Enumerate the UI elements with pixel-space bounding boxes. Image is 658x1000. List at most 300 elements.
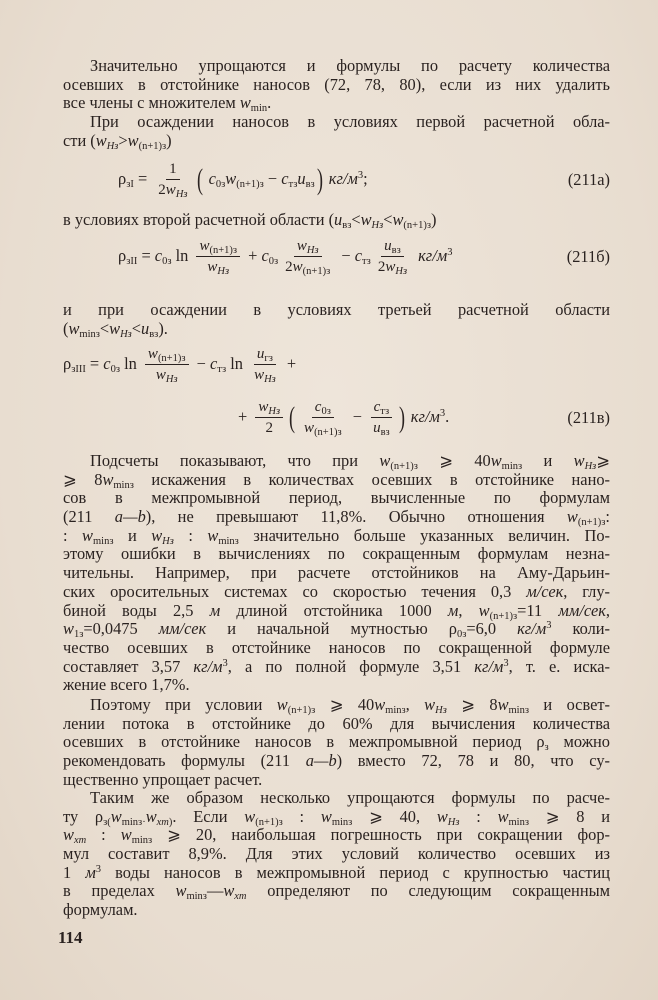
text-run: (n+1)з — [302, 266, 331, 277]
fraction — [155, 161, 190, 199]
text-run: w — [239, 93, 251, 113]
text-run: Hз — [584, 461, 597, 472]
text-run: зIII — [71, 363, 86, 375]
text-run: a—b — [305, 751, 337, 771]
numerator — [166, 161, 180, 180]
paragraph-second-region — [63, 211, 610, 230]
text-run: зII — [126, 255, 138, 267]
text-run: c — [103, 353, 111, 373]
text-run: Hз — [264, 374, 276, 385]
text-line — [63, 620, 610, 639]
text-run: ), не превышают 11,8%. Обычно отношения — [145, 507, 567, 527]
text-run: можно — [548, 732, 610, 752]
text-run: лении потока в отстойнике до 60% для вычисления количества — [63, 713, 610, 733]
text-run: > — [118, 130, 128, 150]
text-run: мм/сек — [558, 600, 606, 620]
denominator — [153, 365, 181, 384]
text-run: коли- — [551, 619, 610, 639]
text-run: кг/м — [193, 656, 223, 676]
text-run: тз — [217, 363, 227, 375]
text-run: мул составит 8,9%. Для этих условий количество осевших из — [63, 844, 610, 864]
text-run: : — [282, 806, 321, 826]
text-run: м — [85, 862, 96, 882]
text-run: Hз — [395, 266, 408, 277]
text-run: ту ρ — [63, 806, 104, 826]
numerator — [196, 238, 240, 257]
denominator — [375, 257, 410, 276]
fraction — [251, 346, 279, 384]
text-run: 1 — [169, 161, 177, 177]
text-run: гз — [264, 353, 273, 364]
text-run: min — [250, 103, 268, 115]
text-run: ских оросительных системах со скоростью течения 0,3 — [63, 581, 527, 601]
text-run: — — [206, 881, 224, 901]
text-run: (n+1)з — [489, 610, 518, 622]
text-run: w — [490, 451, 502, 470]
numerator — [254, 346, 276, 365]
text-run: 2 — [377, 259, 386, 275]
text-run: ) — [166, 130, 172, 150]
text-run: 2 — [285, 259, 293, 275]
text-run: кг/м — [406, 406, 440, 426]
text-run: 2 — [265, 420, 273, 436]
text-run: кг/м — [414, 245, 448, 265]
paragraph-similarly — [63, 789, 610, 920]
text-run: w — [436, 806, 448, 826]
text-run: ). — [158, 318, 168, 338]
text-run: щественно упрощает расчет. — [63, 769, 263, 789]
text-run: w — [392, 210, 404, 229]
text-line — [63, 545, 610, 564]
text-run: ; — [363, 168, 368, 188]
text-run: . — [267, 93, 272, 113]
text-run: , — [605, 600, 611, 620]
text-run: w — [320, 806, 332, 826]
text-run: рекомендовать формулы (211 — [63, 751, 306, 771]
formula-body — [63, 238, 610, 276]
text-run: < — [383, 210, 393, 229]
denominator — [370, 418, 393, 437]
text-run: , — [458, 600, 479, 620]
text-line — [63, 752, 610, 771]
text-run: a—b — [114, 507, 146, 527]
text-run: minз — [121, 816, 143, 828]
text-run: ) — [430, 210, 437, 229]
text-run: тз — [380, 406, 390, 417]
denominator — [282, 257, 333, 276]
formula-211v-line1 — [63, 340, 610, 390]
text-run: м — [447, 600, 459, 620]
text-line — [63, 676, 610, 695]
text-run: (n+1)з — [209, 245, 238, 256]
numerator — [312, 399, 334, 418]
text-run: чество осевших в отстойнике наносов по сокращенной формуле — [63, 637, 610, 657]
text-run: значительно больше указанных величин. По- — [238, 525, 611, 545]
text-run: u — [384, 238, 392, 254]
text-run: з( — [103, 816, 111, 828]
text-run: : — [63, 525, 83, 545]
text-run: Поэтому при условии — [90, 695, 277, 714]
text-run: w — [82, 525, 93, 545]
text-run: xm — [73, 835, 87, 847]
text-run: , т. е. иска- — [508, 656, 610, 676]
text-run: w — [155, 367, 166, 383]
text-run: minз — [218, 535, 239, 547]
text-line — [63, 320, 610, 339]
text-line — [63, 76, 610, 95]
text-run: 3 — [439, 407, 446, 419]
text-run: w — [379, 451, 391, 470]
text-run: w — [276, 695, 288, 714]
text-run: При осаждении наносов в условиях первой расчетной обла- — [90, 112, 610, 132]
numerator — [294, 238, 322, 257]
text-run: minз — [92, 535, 114, 547]
text-line — [63, 527, 610, 546]
text-run: ln — [119, 353, 141, 373]
text-line — [63, 715, 610, 734]
text-run: w — [497, 806, 509, 826]
text-run: ⩾ — [596, 451, 610, 470]
text-run: Hз — [106, 140, 119, 152]
text-line — [63, 658, 610, 677]
text-run: ⩾ 20, наибольшая погрешность при сокращении фор- — [152, 825, 611, 845]
page-number: 114 — [58, 928, 83, 947]
text-run: тз — [288, 178, 298, 190]
text-run: Подсчеты показывают, что при — [90, 451, 380, 470]
text-run: и освет- — [528, 695, 611, 714]
text-line — [63, 789, 610, 808]
text-run: c — [261, 245, 269, 265]
text-line — [63, 864, 610, 883]
text-run: (n+1)з — [403, 220, 431, 231]
text-run: minз — [508, 816, 529, 828]
text-run: minз — [385, 705, 406, 716]
text-run: c — [281, 168, 289, 188]
text-run: (n+1)з — [390, 461, 418, 472]
text-run: w — [120, 825, 132, 845]
text-run: w — [63, 825, 74, 845]
text-run: ⩾ 8 и — [529, 806, 611, 826]
text-run: воды наносов в межпромывной период с крупностью частиц — [101, 862, 610, 882]
text-run: в условиях второй расчетной области ( — [63, 210, 335, 229]
text-run: 3 — [222, 657, 228, 669]
text-run: этому ошибки в вычислениях по сокращенным формулам незна- — [63, 544, 610, 564]
text-run: длиной отстойника 1000 — [220, 600, 448, 620]
text-line — [63, 94, 610, 113]
text-run: minз — [186, 891, 207, 903]
text-line — [63, 901, 610, 920]
text-run: c — [209, 353, 218, 373]
text-run: − — [348, 406, 367, 426]
text-run: =6,0 — [466, 619, 518, 639]
text-run: ρ — [63, 353, 72, 373]
formula-body: + $\frac{w_{Hз}}{2}$ ( $\frac{c_{0з}}{w_{(n+1)з}}$ − $\frac{c_{тз}}{u_{вз}}$ ) $кг/м^3$. — [238, 399, 450, 438]
text-line — [63, 602, 610, 621]
text-run: и — [522, 451, 574, 470]
text-run: Hз — [371, 220, 384, 231]
text-line — [63, 471, 610, 490]
text-run: xm — [234, 891, 247, 903]
fraction — [196, 238, 240, 276]
text-run: < — [99, 318, 110, 338]
text-run: 3 — [447, 246, 453, 258]
text-run: 0з — [321, 406, 331, 417]
text-line — [63, 639, 610, 658]
text-run: осевших в отстойнике наносов (72, 78, 80), если из них удалить — [63, 74, 610, 94]
paragraph-calculations — [63, 452, 610, 695]
fraction — [301, 399, 345, 437]
fraction — [255, 399, 283, 437]
text-run: (n+1)з — [157, 353, 186, 364]
text-run: 0з — [162, 255, 172, 267]
text-run: , а по полной формуле 3,51 — [227, 656, 475, 676]
text-run: вз — [305, 178, 315, 190]
text-run: Значительно упрощаются и формулы по расчету количества — [90, 56, 610, 75]
text-run: биной воды 2,5 — [63, 600, 210, 620]
text-run: (n+1)з — [255, 816, 283, 828]
text-run: вз — [342, 220, 352, 231]
text-run: w — [254, 367, 265, 383]
denominator — [251, 365, 279, 384]
text-run: ⩾ 40, — [352, 806, 437, 826]
denominator — [262, 418, 276, 437]
text-line — [63, 771, 610, 790]
text-line — [63, 808, 610, 827]
text-run: все члены с множителем — [63, 93, 240, 113]
text-run: minз — [113, 479, 134, 491]
text-run: c — [314, 399, 322, 415]
text-run: w — [292, 259, 303, 275]
text-line — [63, 583, 610, 602]
text-run: 0з — [268, 255, 279, 267]
text-run: ( — [63, 318, 69, 338]
text-run: мм/сек — [158, 619, 207, 639]
text-run: : — [173, 525, 208, 545]
text-run: чительны. Например, при расчете отстойников на Аму-Дарьин- — [63, 563, 610, 583]
text-run: w — [127, 130, 139, 150]
text-run: ) вместо 72, 78 и 80, что су- — [336, 751, 610, 771]
text-run: w — [145, 806, 157, 826]
text-run: = — [133, 168, 152, 188]
text-run: ⩾ 40 — [417, 451, 491, 470]
text-run: Hз — [268, 406, 281, 417]
text-run: w — [63, 619, 74, 639]
text-run: Hз — [447, 816, 460, 828]
text-run: w — [304, 420, 315, 436]
text-run: minз — [501, 461, 523, 472]
formula-211a — [63, 155, 610, 205]
text-line — [63, 211, 610, 230]
text-run: Hз — [306, 245, 319, 256]
text-run: w — [385, 259, 396, 275]
text-run: 3 — [357, 169, 364, 181]
text-run: 1з — [73, 629, 84, 641]
text-run: w — [175, 881, 187, 901]
text-run: кг/м — [324, 168, 358, 188]
text-run: и начальной мутностью ρ — [206, 619, 457, 639]
text-run: жение всего 1,7%. — [63, 675, 190, 695]
text-run: w — [566, 507, 578, 527]
text-run: 0з — [110, 363, 120, 375]
text-run: · — [142, 816, 146, 828]
text-run: xm — [156, 816, 169, 828]
text-run: Таким же образом несколько упрощаются формулы по расче- — [90, 788, 610, 807]
text-run: + — [244, 245, 262, 265]
text-run: < — [131, 318, 142, 338]
text-run: ⩾ 8 — [446, 695, 498, 714]
text-run: =0,0475 — [83, 619, 159, 639]
text-run: Hз — [217, 266, 230, 277]
text-run: + — [282, 353, 297, 373]
text-line — [63, 113, 610, 132]
text-run: Hз — [165, 374, 178, 385]
text-run: < — [351, 210, 361, 229]
text-run: − — [337, 245, 355, 265]
text-run: формулам. — [63, 900, 138, 920]
fraction — [375, 238, 410, 276]
text-run: =11 — [517, 600, 559, 620]
text-run: и при осаждении в условиях третьей расчетной области — [63, 300, 610, 319]
equation-number: (211а) — [567, 170, 610, 189]
text-run: (n+1)з — [236, 178, 264, 190]
text-run: вз — [391, 245, 401, 256]
text-run: w — [244, 806, 256, 826]
text-line — [63, 452, 610, 471]
text-run: w — [95, 130, 107, 150]
text-run: искажения в количествах осевших в отстойнике нано- — [133, 469, 610, 489]
text-run: u — [334, 210, 343, 229]
text-run: w — [497, 695, 509, 714]
text-run: − — [263, 168, 282, 188]
text-run: 1 — [63, 862, 86, 882]
text-run: , — [405, 695, 425, 714]
equation-number: (211б) — [566, 247, 610, 266]
fraction — [145, 346, 189, 384]
text-run: w — [478, 600, 490, 620]
text-run: u — [256, 346, 265, 362]
text-run: ρ — [118, 168, 127, 188]
text-run: 2 — [158, 182, 166, 198]
text-run: 0з — [456, 629, 467, 641]
text-run: w — [296, 238, 307, 254]
text-run: ln — [171, 245, 193, 265]
text-run: w — [102, 469, 114, 489]
text-run: кг/м — [517, 619, 547, 639]
numerator — [255, 399, 283, 418]
text-run: + — [238, 406, 252, 426]
text-run: w — [151, 525, 163, 545]
text-run: з — [544, 742, 549, 754]
text-run: Hз — [175, 189, 188, 200]
denominator — [204, 257, 232, 276]
formula-body — [63, 346, 610, 384]
paragraph-third-region — [63, 301, 610, 338]
text-run: (n+1)з — [314, 427, 342, 438]
text-run: 0з — [215, 178, 226, 190]
text-line — [63, 845, 610, 864]
text-line — [63, 301, 610, 320]
paragraph-intro — [63, 57, 610, 150]
text-run: w — [165, 182, 176, 198]
text-run: w — [374, 695, 386, 714]
text-run: u — [297, 168, 306, 188]
text-run: = — [85, 353, 104, 373]
text-run: 3 — [95, 863, 102, 875]
text-run: (n+1)з — [577, 517, 606, 529]
numerator — [381, 238, 404, 257]
text-run: c — [354, 245, 362, 265]
text-run: minз — [508, 705, 529, 716]
numerator — [371, 399, 393, 418]
text-run: w — [223, 881, 235, 901]
text-run: Hз — [120, 328, 132, 340]
text-run: : — [605, 507, 610, 527]
text-run: w — [424, 695, 436, 714]
text-run: 3 — [503, 657, 509, 669]
text-run: w — [68, 318, 80, 338]
text-run: : — [459, 806, 498, 826]
fraction — [282, 238, 333, 276]
text-run: ⩾ 8 — [63, 469, 103, 489]
text-run: w — [207, 259, 218, 275]
text-run: м — [209, 600, 221, 620]
text-run: вз — [149, 328, 159, 340]
text-run: w — [360, 210, 372, 229]
text-run: осевших в отстойнике наносов в межпромывной период ρ — [63, 732, 545, 752]
text-run: w — [109, 318, 121, 338]
formula-body: ρзI = $\frac{1}{2w_{Hз}}$ ( c0зw(n+1)з − cтзuвз) $кг/м^3$; — [118, 161, 368, 200]
numerator — [145, 346, 189, 365]
text-line — [63, 826, 610, 845]
text-line — [63, 132, 610, 151]
text-run: w — [147, 346, 158, 362]
text-run: (n+1)з — [138, 140, 167, 152]
fraction — [370, 399, 393, 437]
text-run: , глу- — [563, 581, 611, 601]
text-run: c — [373, 399, 381, 415]
text-line — [63, 489, 610, 508]
text-run: w — [225, 168, 237, 188]
text-run: w — [207, 525, 219, 545]
text-run: м/сек — [526, 581, 564, 601]
text-run: в пределах — [63, 881, 176, 901]
text-run: 3 — [546, 620, 552, 632]
text-run: minз — [79, 328, 100, 340]
text-run: ln — [226, 353, 248, 373]
text-run: w — [258, 399, 269, 415]
denominator — [301, 418, 345, 437]
equation-number: (211в) — [567, 408, 610, 427]
text-run: − — [192, 353, 210, 373]
text-run: u — [373, 420, 381, 436]
text-run: w — [199, 238, 210, 254]
text-run: сти ( — [63, 130, 96, 150]
text-run: . Если — [172, 806, 245, 826]
text-run: minз — [331, 816, 353, 828]
text-run: кг/м — [474, 656, 504, 676]
text-run: . — [445, 406, 450, 426]
formula-211v-line2 — [63, 393, 610, 443]
text-run: ) — [168, 816, 173, 828]
text-run: c — [154, 245, 163, 265]
text-run: = — [137, 245, 155, 265]
text-run: и — [113, 525, 152, 545]
text-run: ⩾ 40 — [315, 695, 375, 714]
text-run: c — [204, 168, 216, 188]
text-run: w — [110, 806, 122, 826]
text-line — [63, 733, 610, 752]
text-run: w — [573, 451, 585, 470]
